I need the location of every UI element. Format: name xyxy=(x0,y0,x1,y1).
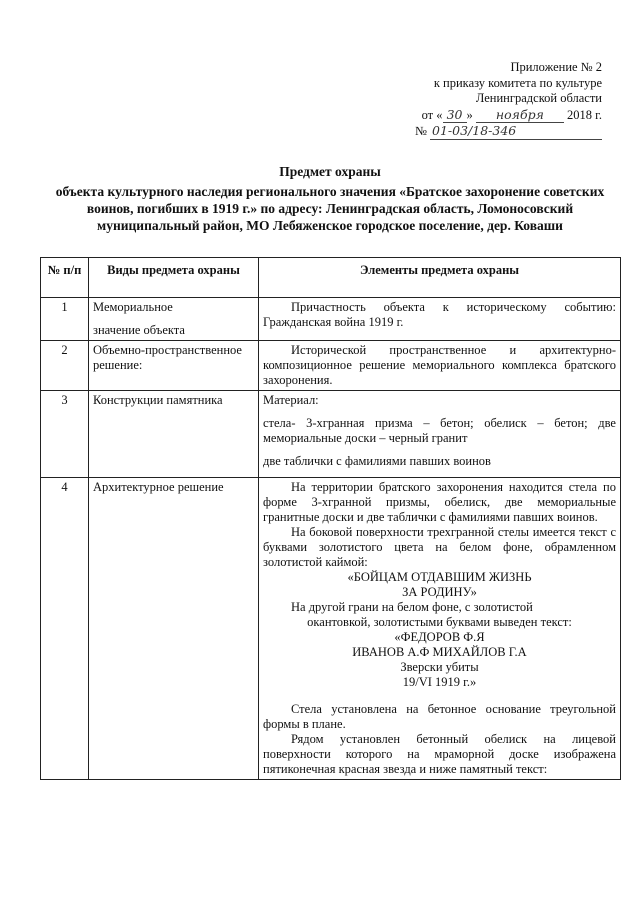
row-kind xyxy=(89,298,259,341)
row-element-text: стела- 3-хгранная призма – бетон; обелиск – бетон; две мемориальные доски – черный гранит xyxy=(263,416,616,445)
row-element-text: На боковой поверхности трехгранной стелы имеется текст с буквами золотистого цвета на белом фоне, обрамленном золотистой каймой: xyxy=(263,525,616,569)
row-element-text: Материал: xyxy=(263,393,319,407)
date-day-handwritten: 30 xyxy=(443,107,467,124)
row-kind: Архитектурное решение xyxy=(89,478,259,780)
row-elements xyxy=(259,391,621,478)
row-kind: Объемно-пространственное решение: xyxy=(89,341,259,391)
number-prefix: № xyxy=(414,124,427,138)
title-subtitle: объекта культурного наследия регионального значения «Братское захоронение советских воинов, погибших в 1919 г.» по адресу: Ленинградская область, Ломоносовский муниципальный район, МО Лебяженское городское поселение, дер. Коваши xyxy=(55,184,605,233)
inscription-line: 19/VI 1919 г.» xyxy=(402,675,477,689)
row-elements xyxy=(259,341,621,391)
table-row xyxy=(41,391,621,478)
row-kind-line: Мемориальное xyxy=(93,300,173,314)
row-elements xyxy=(259,478,621,780)
row-element-text: На другой грани на белом фоне, с золотистой xyxy=(291,600,533,614)
appendix-date xyxy=(382,107,602,124)
appendix-title: Приложение № 2 xyxy=(510,60,602,74)
row-kind: Конструкции памятника xyxy=(89,391,259,478)
number-handwritten: 01-03/18-346 xyxy=(430,123,602,140)
table-row xyxy=(41,341,621,391)
table-row xyxy=(41,298,621,341)
inscription-line: Зверски убиты xyxy=(400,660,479,674)
protection-subject-table xyxy=(40,257,621,780)
row-elements xyxy=(259,298,621,341)
appendix-number xyxy=(382,123,602,140)
row-element-text: Причастность объекта к историческому событию: Гражданская война 1919 г. xyxy=(263,300,616,329)
row-number: 4 xyxy=(41,478,89,780)
document-title xyxy=(40,163,620,234)
inscription-line: «БОЙЦАМ ОТДАВШИМ ЖИЗНЬ xyxy=(347,570,532,584)
row-element-text: Стела установлена на бетонное основание треугольной формы в плане. xyxy=(263,702,616,731)
row-element-text: две таблички с фамилиями павших воинов xyxy=(263,454,491,468)
appendix-block xyxy=(382,60,602,140)
header-kind: Виды предмета охраны xyxy=(89,258,259,298)
row-number: 2 xyxy=(41,341,89,391)
row-element-text: Исторической пространственное и архитектурно-композиционное решение мемориального комплекса братского захоронения. xyxy=(263,343,616,387)
row-element-text: Рядом установлен бетонный обелиск на лицевой поверхности которого на мраморной доске изображена пятиконечная красная звезда и ниже памятный текст: xyxy=(263,732,616,776)
row-number: 1 xyxy=(41,298,89,341)
header-elements: Элементы предмета охраны xyxy=(259,258,621,298)
inscription-line: ЗА РОДИНУ» xyxy=(402,585,477,599)
row-kind-line: значение объекта xyxy=(93,323,185,337)
inscription-line: ИВАНОВ А.Ф МИХАЙЛОВ Г.А xyxy=(352,645,527,659)
date-mid: » xyxy=(466,107,473,122)
appendix-order-ref: к приказу комитета по культуре xyxy=(433,75,602,90)
row-element-text: окантовкой, золотистыми буквами выведен текст: xyxy=(307,615,572,629)
date-year: 2018 г. xyxy=(567,107,602,122)
date-prefix: от « xyxy=(421,107,443,122)
appendix-region: Ленинградской области xyxy=(475,91,602,105)
table-header-row xyxy=(41,258,621,298)
row-number: 3 xyxy=(41,391,89,478)
inscription-line: «ФЕДОРОВ Ф.Я xyxy=(394,630,485,644)
date-month-handwritten: ноября xyxy=(476,107,564,124)
title-heading: Предмет охраны xyxy=(279,164,381,179)
table-row xyxy=(41,478,621,780)
row-element-text: На территории братского захоронения находится стела по форме 3-хгранной призмы, обелиск, две мемориальные гранитные доски и две таблички с фамилиями павших воинов. xyxy=(263,480,616,524)
header-number: № п/п xyxy=(41,258,89,298)
